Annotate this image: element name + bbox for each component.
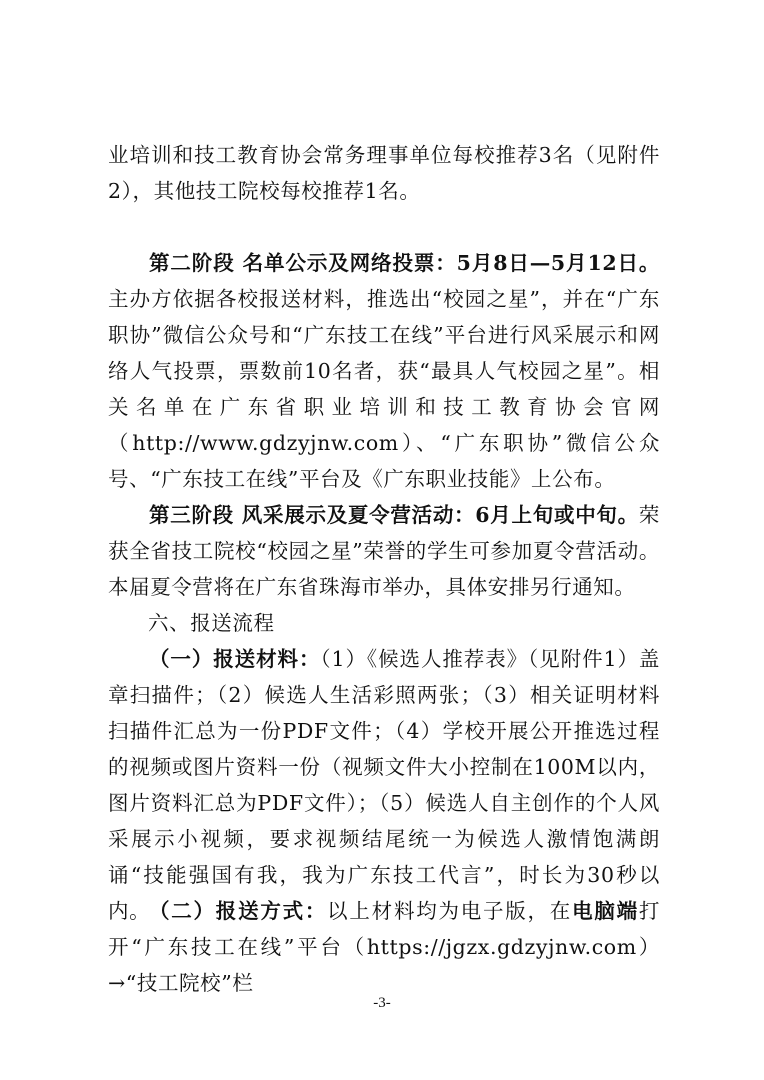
submission-method-bold-term: 电脑端 xyxy=(572,899,639,923)
paragraph-submission-materials xyxy=(108,641,660,929)
paragraph-stage-three xyxy=(108,497,660,605)
paragraph-continuation xyxy=(108,137,660,209)
submission-method-text-after: 打开“广东技工在线”平台（https://jgzx.gdzyjnw.com）→“技工院校”栏 xyxy=(108,899,660,995)
stage-three-text: 荣获全省技工院校“校园之星”荣誉的学生可参加夏令营活动。本届夏令营将在广东省珠海市举办，具体安排另行通知。 xyxy=(108,503,660,599)
page-number: -3- xyxy=(373,995,391,1011)
paragraph-submission-method xyxy=(108,893,660,1001)
submission-materials-text: （1）《候选人推荐表》（见附件1）盖章扫描件；（2）候选人生活彩照两张；（3）相关证明材料扫描件汇总为一份PDF文件；（4）学校开展公开推选过程的视频或图片资料一份（视频文件大小控制在100M以内，图片资料汇总为PDF文件）；（5）候选人自主创作的个人风采展示小视频，要求视频结尾统一为候选人激情饱满朗诵“技能强国有我，我为广东技工代言”，时长为30秒以内。 xyxy=(108,647,660,923)
paragraph-text: 业培训和技工教育协会常务理事单位每校推荐3名（见附件2），其他技工院校每校推荐1名。 xyxy=(108,143,660,203)
stage-two-text: 主办方依据各校报送材料，推选出“校园之星”，并在“广东职协”微信公众号和“广东技工在线”平台进行风采展示和网络人气投票，票数前10名者，获“最具人气校园之星”。相关名单在广东省职业培训和技工教育协会官网（http://www.gdzyjnw.com）、“广东职协”微信公众号、“广东技工在线”平台及《广东职业技能》上公布。 xyxy=(108,287,660,491)
submission-materials-heading: （一）报送材料： xyxy=(149,647,321,671)
paragraph-stage-two xyxy=(108,245,660,497)
stage-two-heading: 第二阶段 名单公示及网络投票：5月8日—5月12日。 xyxy=(149,251,660,275)
submission-method-heading: （二）报送方式： xyxy=(149,899,328,923)
stage-three-heading: 第三阶段 风采展示及夏令营活动：6月上旬或中旬。 xyxy=(149,503,639,527)
submission-method-text-before: 以上材料均为电子版，在 xyxy=(327,899,573,923)
section-heading-submission: 六、报送流程 xyxy=(148,611,275,635)
